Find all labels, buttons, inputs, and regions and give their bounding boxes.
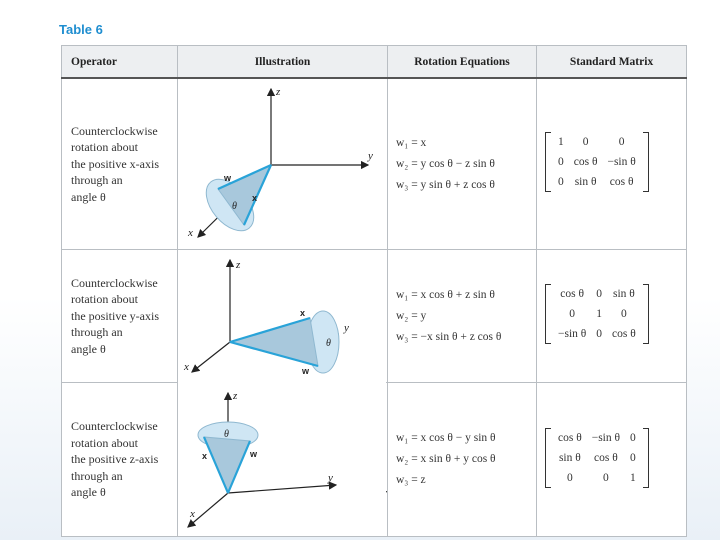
operator-description: Counterclockwise rotation about the positive x-axis through an angle θ: [62, 78, 178, 250]
rotation-equations: w₁ = x cos θ + z sin θ w₂ = y w₃ = −x sin θ + z cos θ: [388, 250, 537, 383]
header-matrix: Standard Matrix: [537, 46, 687, 79]
header-equations: Rotation Equations: [388, 46, 537, 79]
illustration-background: [178, 381, 386, 533]
theta-label: θ: [224, 429, 229, 440]
z-axis-label: z: [236, 259, 241, 271]
standard-matrix: cos θ −sin θ 0 sin θ cos θ 0 0 0 1: [537, 383, 687, 537]
table-row: [62, 78, 687, 250]
x-vector-label: x: [300, 308, 306, 318]
x-axis-label: x: [188, 227, 193, 239]
rotation-equations: w₁ = x cos θ − y sin θ w₂ = x sin θ + y cos θ w₃ = z: [388, 383, 537, 537]
header-illustration: Illustration: [178, 46, 388, 79]
illustration-x-axis-rotation: [178, 78, 388, 250]
y-axis-label: y: [328, 472, 333, 484]
standard-matrix: 1 0 0 0 cos θ −sin θ 0 sin θ cos θ: [537, 78, 687, 250]
header-operator: Operator: [62, 46, 178, 79]
w-vector-label: w: [302, 366, 310, 376]
z-axis-label: z: [276, 86, 281, 98]
standard-matrix: cos θ 0 sin θ 0 1 0 −sin θ 0 cos θ: [537, 250, 687, 383]
x-vector-label: x: [252, 193, 258, 203]
theta-label: θ: [232, 201, 237, 212]
illustration-y-axis-rotation: [178, 250, 388, 383]
table-header-row: [62, 46, 687, 79]
y-axis-label: y: [368, 150, 373, 162]
w-vector-label: w: [224, 173, 232, 183]
y-axis-label: y: [344, 322, 349, 334]
rotation-equations: w₁ = x w₂ = y cos θ − z sin θ w₃ = y sin θ + z cos θ: [388, 78, 537, 250]
operator-description: Counterclockwise rotation about the positive z-axis through an angle θ: [62, 383, 178, 537]
rotation-cone: [230, 318, 318, 366]
operator-description: Counterclockwise rotation about the positive y-axis through an angle θ: [62, 250, 178, 383]
x-axis: [192, 342, 230, 372]
x-vector-label: x: [202, 451, 208, 461]
table-caption: Table 6: [59, 22, 103, 37]
z-axis-label: z: [233, 390, 238, 402]
illustration-z-axis-overlay: [178, 381, 387, 534]
theta-label: θ: [326, 338, 331, 349]
table-row: [62, 250, 687, 383]
x-axis-label: x: [184, 361, 189, 373]
x-axis-label: x: [190, 508, 195, 520]
w-vector-label: w: [250, 449, 258, 459]
